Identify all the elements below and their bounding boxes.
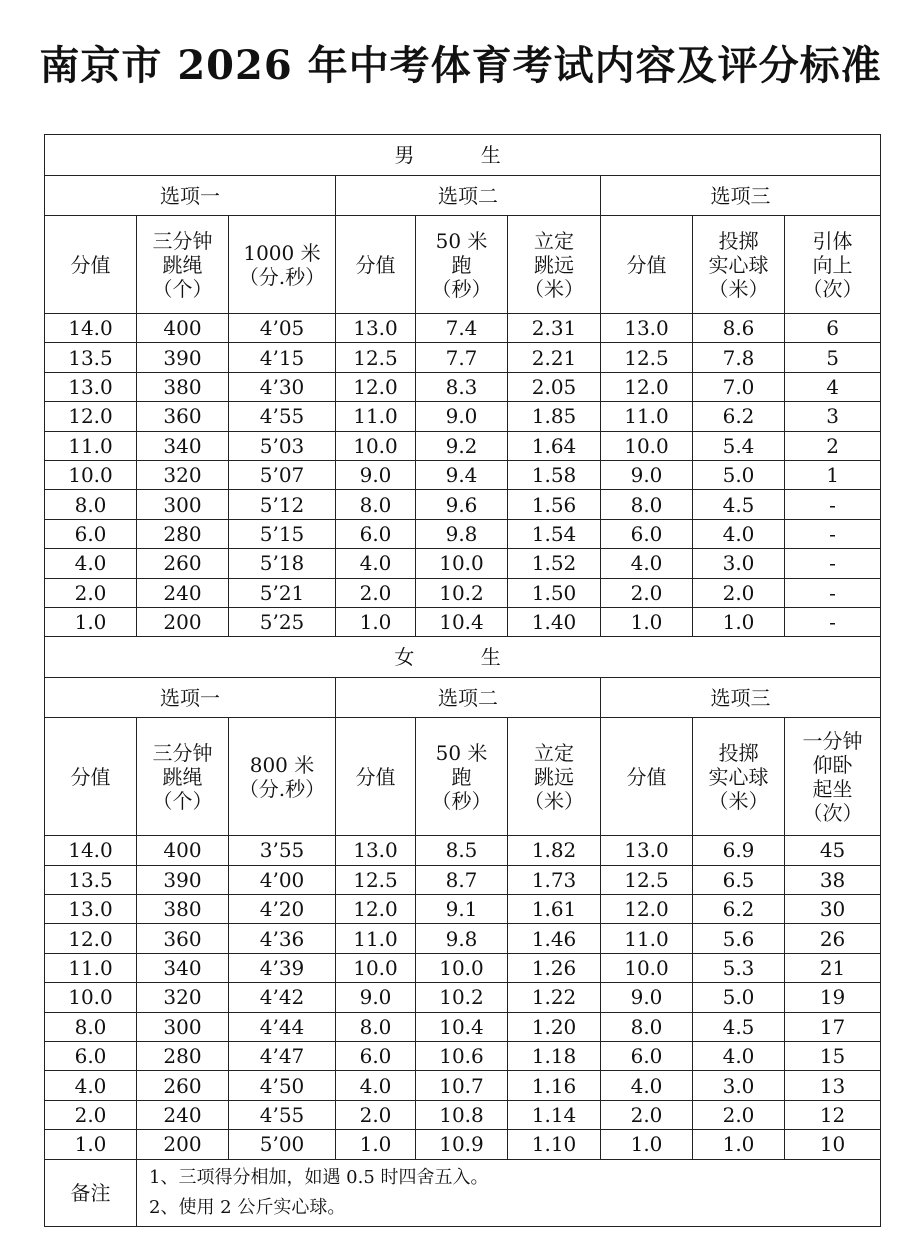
table-cell: 1.46 — [508, 924, 601, 953]
table-cell: 6 — [785, 314, 881, 343]
table-cell: - — [785, 519, 881, 548]
column-header: 三分钟 跳绳 （个） — [137, 718, 229, 836]
table-cell: - — [785, 578, 881, 607]
table-cell: 1.58 — [508, 460, 601, 489]
table-cell: 9.8 — [416, 519, 508, 548]
table-cell: 6.9 — [693, 836, 785, 865]
table-cell: 1.54 — [508, 519, 601, 548]
table-cell: 5 — [785, 343, 881, 372]
table-cell: 10.0 — [601, 431, 693, 460]
table-cell: 12.0 — [45, 924, 137, 953]
column-header: 投掷 实心球 （米） — [693, 216, 785, 314]
table-cell: 4’00 — [229, 865, 336, 894]
table-cell: 6.0 — [336, 1042, 416, 1071]
table-cell: 45 — [785, 836, 881, 865]
table-cell: 8.3 — [416, 372, 508, 401]
table-cell: 19 — [785, 983, 881, 1012]
table-cell: 1.64 — [508, 431, 601, 460]
table-cell: 5.0 — [693, 460, 785, 489]
table-cell: 7.0 — [693, 372, 785, 401]
table-cell: 1.56 — [508, 490, 601, 519]
table-cell: 13.0 — [601, 836, 693, 865]
table-cell: 4.0 — [336, 549, 416, 578]
table-cell: 10.9 — [416, 1130, 508, 1159]
option-header: 选项一 — [45, 678, 336, 718]
table-row — [45, 460, 881, 489]
table-cell: 4’05 — [229, 314, 336, 343]
column-header: 分值 — [45, 216, 137, 314]
table-cell: 4.5 — [693, 490, 785, 519]
table-cell: 4’15 — [229, 343, 336, 372]
table-cell: 10.4 — [416, 1012, 508, 1041]
column-header: 分值 — [45, 718, 137, 836]
table-cell: 9.0 — [601, 983, 693, 1012]
table-cell: 14.0 — [45, 314, 137, 343]
table-row — [45, 431, 881, 460]
table-cell: 7.7 — [416, 343, 508, 372]
table-row — [45, 402, 881, 431]
table-cell: - — [785, 607, 881, 636]
table-cell: 2.0 — [601, 578, 693, 607]
table-cell: 380 — [137, 372, 229, 401]
column-header: 分值 — [601, 216, 693, 314]
female-section-row — [45, 637, 881, 678]
table-cell: 5.6 — [693, 924, 785, 953]
table-row — [45, 1012, 881, 1041]
table-cell: 390 — [137, 343, 229, 372]
table-cell: 8.0 — [336, 490, 416, 519]
table-cell: 1.61 — [508, 895, 601, 924]
table-cell: 5.4 — [693, 431, 785, 460]
table-cell: 320 — [137, 460, 229, 489]
table-cell: 6.0 — [601, 1042, 693, 1071]
table-cell: 14.0 — [45, 836, 137, 865]
table-cell: 21 — [785, 953, 881, 982]
table-cell: 6.5 — [693, 865, 785, 894]
table-cell: 4.0 — [601, 549, 693, 578]
column-header: 投掷 实心球 （米） — [693, 718, 785, 836]
table-cell: 9.6 — [416, 490, 508, 519]
table-cell: 3.0 — [693, 549, 785, 578]
table-cell: 4.0 — [693, 1042, 785, 1071]
table-cell: 7.4 — [416, 314, 508, 343]
notes-text — [137, 1159, 881, 1226]
table-cell: 10.8 — [416, 1100, 508, 1129]
table-cell: 17 — [785, 1012, 881, 1041]
table-cell: 4’55 — [229, 402, 336, 431]
table-row — [45, 1042, 881, 1071]
table-cell: 300 — [137, 1012, 229, 1041]
column-header: 引体 向上 （次） — [785, 216, 881, 314]
table-cell: 6.0 — [45, 1042, 137, 1071]
table-cell: 10.2 — [416, 983, 508, 1012]
table-cell: 9.0 — [601, 460, 693, 489]
table-cell: 6.2 — [693, 895, 785, 924]
table-cell: 11.0 — [336, 402, 416, 431]
table-cell: 11.0 — [45, 953, 137, 982]
table-cell: 13.0 — [336, 314, 416, 343]
male-section-row — [45, 135, 881, 176]
column-header: 立定 跳远 （米） — [508, 216, 601, 314]
table-cell: 11.0 — [45, 431, 137, 460]
table-cell: 9.4 — [416, 460, 508, 489]
table-cell: 4’50 — [229, 1071, 336, 1100]
table-cell: 12.5 — [336, 865, 416, 894]
table-cell: 1.26 — [508, 953, 601, 982]
table-cell: 1.85 — [508, 402, 601, 431]
table-cell: 2.0 — [336, 578, 416, 607]
table-cell: 8.0 — [601, 490, 693, 519]
table-cell: 1 — [785, 460, 881, 489]
table-cell: 4’20 — [229, 895, 336, 924]
table-cell: 4’44 — [229, 1012, 336, 1041]
option-header: 选项二 — [336, 176, 601, 216]
table-cell: 240 — [137, 1100, 229, 1129]
table-cell: 5’03 — [229, 431, 336, 460]
table-cell: 240 — [137, 578, 229, 607]
table-cell: 10.4 — [416, 607, 508, 636]
table-cell: 13.0 — [45, 895, 137, 924]
table-cell: 200 — [137, 607, 229, 636]
table-cell: 8.6 — [693, 314, 785, 343]
scoring-table — [44, 134, 881, 1227]
table-cell: 4’36 — [229, 924, 336, 953]
table-cell: 4.0 — [601, 1071, 693, 1100]
table-cell: 8.0 — [45, 1012, 137, 1041]
table-row — [45, 924, 881, 953]
table-cell: 1.22 — [508, 983, 601, 1012]
table-cell: 10.0 — [416, 953, 508, 982]
table-cell: 12.0 — [45, 402, 137, 431]
table-cell: 1.50 — [508, 578, 601, 607]
table-cell: 13.0 — [601, 314, 693, 343]
female-options-row — [45, 678, 881, 718]
table-cell: 5’25 — [229, 607, 336, 636]
table-cell: 1.16 — [508, 1071, 601, 1100]
table-cell: 4’47 — [229, 1042, 336, 1071]
table-cell: 2.0 — [45, 1100, 137, 1129]
table-cell: 6.0 — [336, 519, 416, 548]
table-row — [45, 865, 881, 894]
table-row — [45, 1071, 881, 1100]
table-cell: 1.0 — [336, 1130, 416, 1159]
table-cell: 1.20 — [508, 1012, 601, 1041]
column-header: 50 米 跑 （秒） — [416, 718, 508, 836]
table-cell: 4.0 — [45, 1071, 137, 1100]
table-cell: 2.0 — [693, 1100, 785, 1129]
table-cell: 1.14 — [508, 1100, 601, 1129]
table-cell: 2.05 — [508, 372, 601, 401]
table-cell: 2.31 — [508, 314, 601, 343]
table-cell: 1.10 — [508, 1130, 601, 1159]
option-header: 选项三 — [601, 176, 881, 216]
table-cell: 10.0 — [601, 953, 693, 982]
table-cell: 26 — [785, 924, 881, 953]
column-header: 800 米 （分.秒） — [229, 718, 336, 836]
table-row — [45, 549, 881, 578]
table-cell: 10.7 — [416, 1071, 508, 1100]
table-cell: 4.0 — [45, 549, 137, 578]
table-row — [45, 836, 881, 865]
table-row — [45, 314, 881, 343]
table-row — [45, 983, 881, 1012]
table-cell: 12.0 — [336, 372, 416, 401]
table-cell: 1.82 — [508, 836, 601, 865]
table-cell: 10 — [785, 1130, 881, 1159]
table-cell: 6.0 — [601, 519, 693, 548]
column-header: 一分钟 仰卧 起坐 （次） — [785, 718, 881, 836]
table-cell: 1.0 — [45, 607, 137, 636]
table-cell: 10.0 — [416, 549, 508, 578]
table-cell: 9.2 — [416, 431, 508, 460]
table-cell: 12.0 — [336, 895, 416, 924]
table-cell: 12.0 — [601, 372, 693, 401]
table-cell: 13.0 — [45, 372, 137, 401]
table-cell: 5.0 — [693, 983, 785, 1012]
table-cell: 380 — [137, 895, 229, 924]
table-cell: 2.21 — [508, 343, 601, 372]
table-cell: 200 — [137, 1130, 229, 1159]
table-row — [45, 343, 881, 372]
table-cell: 260 — [137, 1071, 229, 1100]
table-cell: 9.0 — [336, 460, 416, 489]
table-row — [45, 953, 881, 982]
table-cell: 300 — [137, 490, 229, 519]
table-cell: 1.0 — [601, 1130, 693, 1159]
male-options-row — [45, 176, 881, 216]
column-header: 50 米 跑 （秒） — [416, 216, 508, 314]
male-section-title: 男 生 — [45, 135, 881, 176]
table-cell: 13.0 — [336, 836, 416, 865]
table-cell: 5’15 — [229, 519, 336, 548]
table-cell: 8.0 — [45, 490, 137, 519]
table-cell: 1.0 — [693, 607, 785, 636]
notes-label: 备注 — [45, 1159, 137, 1226]
table-cell: 12 — [785, 1100, 881, 1129]
table-cell: 10.0 — [336, 953, 416, 982]
table-cell: 2.0 — [693, 578, 785, 607]
table-cell: 9.0 — [416, 402, 508, 431]
female-section-title: 女 生 — [45, 637, 881, 678]
table-row — [45, 1130, 881, 1159]
table-cell: 260 — [137, 549, 229, 578]
note-line: 1、三项得分相加，如遇 0.5 时四舍五入。 — [149, 1166, 489, 1188]
table-row — [45, 1100, 881, 1129]
female-column-header-row — [45, 718, 881, 836]
table-cell: 280 — [137, 519, 229, 548]
column-header: 1000 米 （分.秒） — [229, 216, 336, 314]
table-cell: 10.0 — [336, 431, 416, 460]
table-cell: 360 — [137, 924, 229, 953]
table-cell: 1.52 — [508, 549, 601, 578]
table-row — [45, 607, 881, 636]
table-cell: 1.0 — [601, 607, 693, 636]
note-line: 2、使用 2 公斤实心球。 — [149, 1196, 346, 1218]
table-cell: 2.0 — [45, 578, 137, 607]
table-cell: 4’42 — [229, 983, 336, 1012]
option-header: 选项一 — [45, 176, 336, 216]
male-column-header-row — [45, 216, 881, 314]
table-cell: 5’21 — [229, 578, 336, 607]
table-cell: 5’12 — [229, 490, 336, 519]
table-cell: 8.5 — [416, 836, 508, 865]
table-cell: 9.0 — [336, 983, 416, 1012]
table-cell: 11.0 — [601, 402, 693, 431]
table-cell: 8.0 — [336, 1012, 416, 1041]
table-cell: 30 — [785, 895, 881, 924]
table-cell: 280 — [137, 1042, 229, 1071]
table-cell: 390 — [137, 865, 229, 894]
table-cell: 4’55 — [229, 1100, 336, 1129]
table-cell: 1.73 — [508, 865, 601, 894]
table-row — [45, 372, 881, 401]
table-cell: 1.18 — [508, 1042, 601, 1071]
table-cell: 4.5 — [693, 1012, 785, 1041]
table-cell: 6.0 — [45, 519, 137, 548]
table-cell: 5.3 — [693, 953, 785, 982]
table-cell: 320 — [137, 983, 229, 1012]
table-cell: 1.40 — [508, 607, 601, 636]
table-cell: 340 — [137, 953, 229, 982]
page-title: 南京市 2026 年中考体育考试内容及评分标准 — [39, 42, 882, 89]
table-cell: 360 — [137, 402, 229, 431]
table-cell: 4.0 — [693, 519, 785, 548]
table-cell: 12.0 — [601, 895, 693, 924]
table-cell: 3 — [785, 402, 881, 431]
table-cell: 12.5 — [601, 343, 693, 372]
table-cell: 4’39 — [229, 953, 336, 982]
table-cell: 3.0 — [693, 1071, 785, 1100]
table-cell: 2.0 — [336, 1100, 416, 1129]
table-cell: 10.2 — [416, 578, 508, 607]
table-cell: - — [785, 490, 881, 519]
table-cell: 11.0 — [336, 924, 416, 953]
table-cell: 7.8 — [693, 343, 785, 372]
table-cell: 3’55 — [229, 836, 336, 865]
table-cell: 1.0 — [45, 1130, 137, 1159]
table-cell: 1.0 — [336, 607, 416, 636]
table-cell: - — [785, 549, 881, 578]
table-cell: 11.0 — [601, 924, 693, 953]
table-cell: 13 — [785, 1071, 881, 1100]
table-cell: 9.8 — [416, 924, 508, 953]
column-header: 三分钟 跳绳 （个） — [137, 216, 229, 314]
table-cell: 4’30 — [229, 372, 336, 401]
table-cell: 9.1 — [416, 895, 508, 924]
option-header: 选项三 — [601, 678, 881, 718]
table-cell: 12.5 — [336, 343, 416, 372]
table-cell: 4.0 — [336, 1071, 416, 1100]
table-cell: 1.0 — [693, 1130, 785, 1159]
table-cell: 8.7 — [416, 865, 508, 894]
column-header: 分值 — [336, 718, 416, 836]
column-header: 立定 跳远 （米） — [508, 718, 601, 836]
table-cell: 400 — [137, 836, 229, 865]
column-header: 分值 — [601, 718, 693, 836]
table-cell: 4 — [785, 372, 881, 401]
table-row — [45, 519, 881, 548]
table-cell: 15 — [785, 1042, 881, 1071]
table-cell: 400 — [137, 314, 229, 343]
table-cell: 38 — [785, 865, 881, 894]
option-header: 选项二 — [336, 678, 601, 718]
table-cell: 340 — [137, 431, 229, 460]
table-cell: 8.0 — [601, 1012, 693, 1041]
table-cell: 12.5 — [601, 865, 693, 894]
table-cell: 5’00 — [229, 1130, 336, 1159]
table-cell: 2.0 — [601, 1100, 693, 1129]
table-cell: 10.0 — [45, 460, 137, 489]
table-row — [45, 490, 881, 519]
notes-row — [45, 1159, 881, 1226]
table-row — [45, 578, 881, 607]
table-cell: 6.2 — [693, 402, 785, 431]
table-cell: 5’18 — [229, 549, 336, 578]
table-cell: 10.0 — [45, 983, 137, 1012]
table-cell: 10.6 — [416, 1042, 508, 1071]
table-cell: 13.5 — [45, 865, 137, 894]
column-header: 分值 — [336, 216, 416, 314]
table-cell: 2 — [785, 431, 881, 460]
table-cell: 13.5 — [45, 343, 137, 372]
table-cell: 5’07 — [229, 460, 336, 489]
table-row — [45, 895, 881, 924]
